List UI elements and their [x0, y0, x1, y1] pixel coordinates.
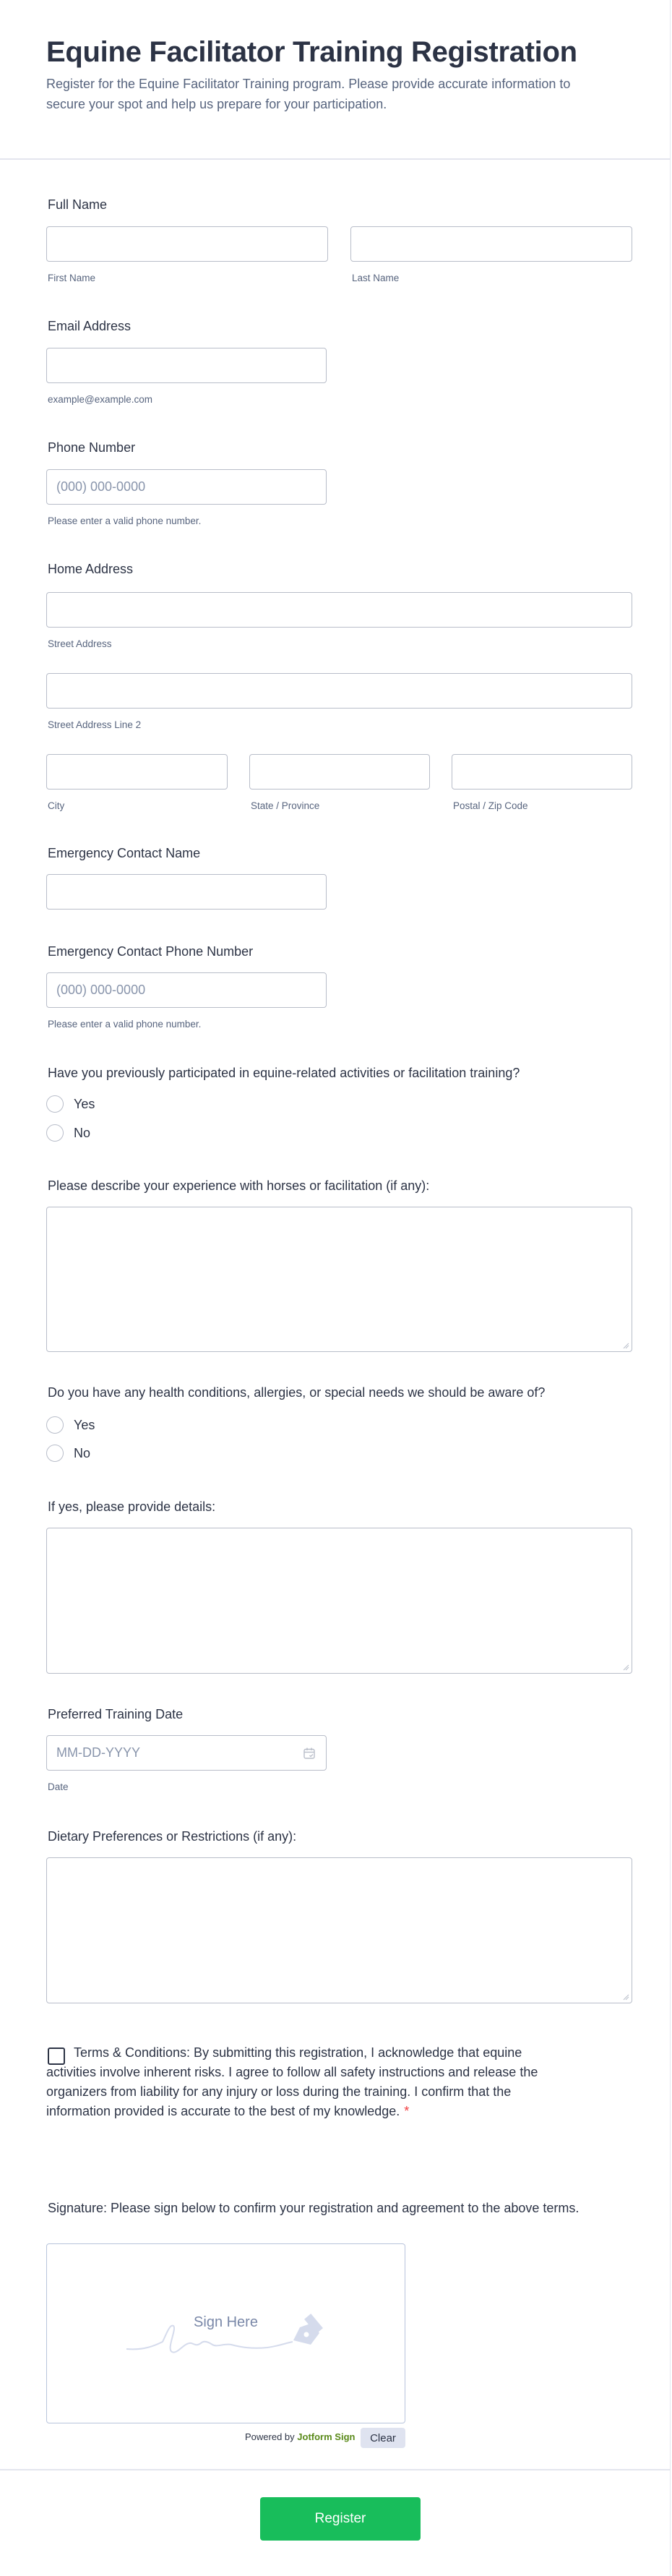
emergency-phone-placeholder: (000) 000-0000 [56, 983, 146, 997]
health-details-textarea[interactable] [46, 1528, 632, 1674]
date-placeholder: MM-DD-YYYY [56, 1745, 140, 1760]
zip-input[interactable] [452, 754, 632, 790]
form-subtitle: Register for the Equine Facilitator Training program. Please provide accurate information to secure your spot and help us prepare for your participation. [46, 77, 571, 111]
register-button[interactable]: Register [260, 2497, 421, 2541]
emergency-name-input[interactable] [46, 874, 327, 910]
dietary-textarea[interactable] [46, 1857, 632, 2003]
first-name-sublabel: First Name [48, 273, 96, 283]
health-label: Do you have any health conditions, allergies, or special needs we should be aware of? [48, 1385, 546, 1400]
terms-text [46, 2043, 567, 2121]
dietary-label: Dietary Preferences or Restrictions (if any): [48, 1829, 297, 1844]
resize-grip-icon[interactable] [622, 1664, 629, 1671]
street-address-sublabel: Street Address [48, 638, 112, 649]
street-address-input[interactable] [46, 592, 632, 628]
powered-by [245, 2431, 355, 2442]
phone-placeholder: (000) 000-0000 [56, 479, 146, 494]
required-asterisk: * [404, 2104, 410, 2118]
email-sublabel: example@example.com [48, 394, 153, 405]
powered-by-brand[interactable]: Jotform Sign [297, 2431, 356, 2442]
emergency-phone-sublabel: Please enter a valid phone number. [48, 1019, 202, 1030]
street-address-line2-sublabel: Street Address Line 2 [48, 719, 142, 730]
training-date-label: Preferred Training Date [48, 1707, 184, 1721]
signature-pad[interactable] [46, 2243, 405, 2423]
radio-button[interactable] [46, 1445, 64, 1462]
last-name-input[interactable] [350, 226, 632, 262]
radio-label: Yes [74, 1417, 95, 1432]
phone-input[interactable] [46, 469, 327, 505]
health-option-no[interactable] [46, 1445, 90, 1462]
footer-divider [0, 2469, 671, 2470]
address-label: Home Address [48, 562, 134, 576]
phone-sublabel: Please enter a valid phone number. [48, 515, 202, 526]
form-title: Equine Facilitator Training Registration [46, 36, 577, 68]
radio-button[interactable] [46, 1124, 64, 1142]
zip-sublabel: Postal / Zip Code [453, 800, 528, 811]
email-input[interactable] [46, 348, 327, 383]
radio-label: Yes [74, 1096, 95, 1111]
health-option-yes[interactable] [46, 1416, 95, 1434]
sign-here-placeholder: Sign Here [194, 2314, 258, 2330]
training-date-sublabel: Date [48, 1781, 69, 1792]
calendar-icon[interactable] [303, 1747, 316, 1760]
radio-button[interactable] [46, 1095, 64, 1113]
emergency-phone-label: Emergency Contact Phone Number [48, 944, 254, 959]
radio-button[interactable] [46, 1416, 64, 1434]
experience-description-label: Please describe your experience with horses or facilitation (if any): [48, 1178, 430, 1193]
first-name-input[interactable] [46, 226, 328, 262]
full-name-label: Full Name [48, 197, 108, 212]
resize-grip-icon[interactable] [622, 1342, 629, 1349]
signature-pen-icon [123, 2313, 332, 2360]
training-date-input[interactable] [46, 1735, 327, 1771]
city-sublabel: City [48, 800, 65, 811]
phone-label: Phone Number [48, 440, 136, 455]
resize-grip-icon[interactable] [622, 1993, 629, 2001]
street-address-line2-input[interactable] [46, 673, 632, 709]
prior-experience-option-yes[interactable] [46, 1095, 95, 1113]
state-sublabel: State / Province [251, 800, 320, 811]
signature-label: Signature: Please sign below to confirm your registration and agreement to the above terms. [48, 2201, 580, 2215]
experience-description-textarea[interactable] [46, 1207, 632, 1352]
header-divider [0, 158, 671, 160]
state-input[interactable] [249, 754, 430, 790]
prior-experience-label: Have you previously participated in equine-related activities or facilitation training? [48, 1066, 520, 1080]
email-label: Email Address [48, 319, 132, 333]
clear-signature-button[interactable]: Clear [361, 2428, 405, 2448]
radio-label: No [74, 1445, 91, 1460]
health-details-label: If yes, please provide details: [48, 1499, 216, 1514]
powered-by-prefix: Powered by [245, 2431, 295, 2442]
terms-label: Terms & Conditions: By submitting this registration, I acknowledge that equine activities involve inherent risks. I agree to follow all safety instructions and release the organizers from liability for any injury or loss during the training. I confirm that the information provided is accurate to the best of my knowledge. [46, 2045, 538, 2118]
prior-experience-option-no[interactable] [46, 1124, 90, 1142]
city-input[interactable] [46, 754, 228, 790]
radio-label: No [74, 1125, 91, 1140]
emergency-phone-input[interactable] [46, 972, 327, 1008]
emergency-name-label: Emergency Contact Name [48, 846, 201, 860]
last-name-sublabel: Last Name [352, 273, 400, 283]
